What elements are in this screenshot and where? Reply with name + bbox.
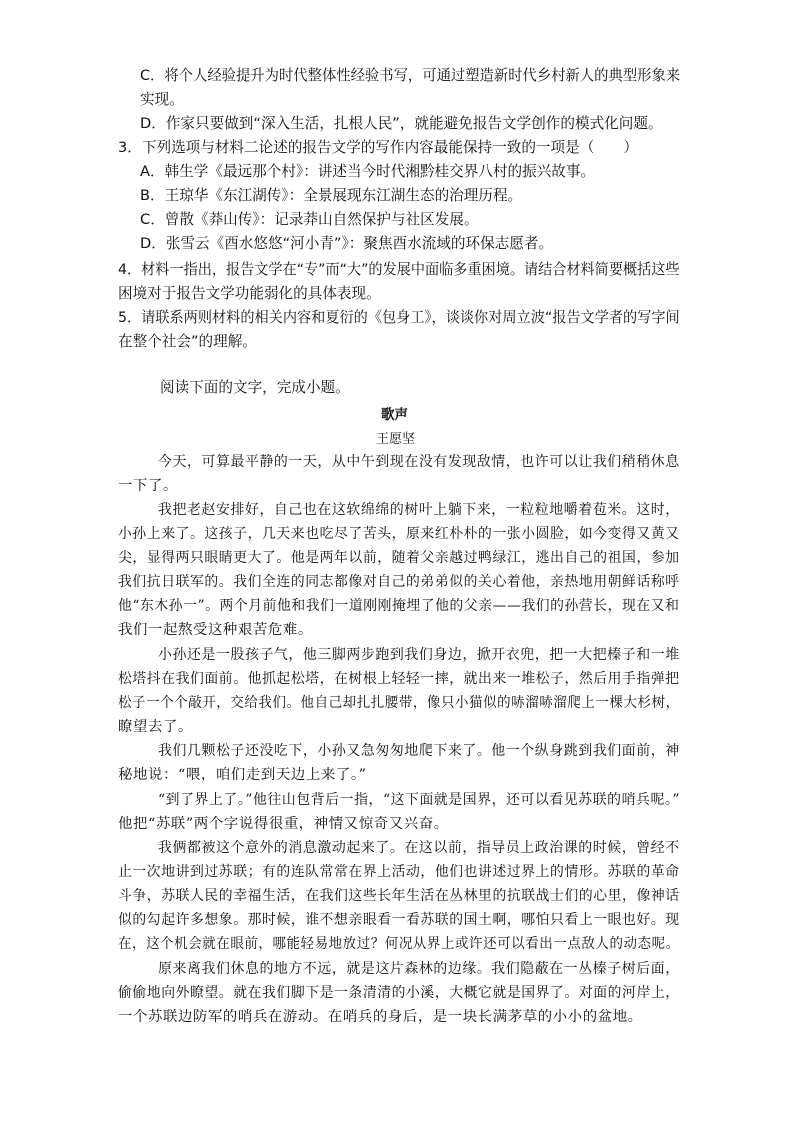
paragraph-line: 小孙上来了。这孩子，几天来也吃尽了苦头，原来红朴朴的一张小圆脸，如今变得又黄又 <box>118 526 680 542</box>
paragraph-line: 瞭望去了。 <box>118 719 193 735</box>
paragraph-line: 我把老赵安排好，自己也在这软绵绵的树叶上躺下来，一粒粒地嚼着苞米。这时， <box>158 502 680 518</box>
article-title: 歌声 <box>381 407 408 423</box>
paragraph-line: 我们抗日联军的。我们全连的同志都像对自己的弟弟似的关心着他，亲热地用朝鲜话称呼 <box>118 574 680 590</box>
paragraph-line: 偷偷地向外瞭望。就在我们脚下是一条清清的小溪，大概它就是国界了。对面的河岸上， <box>118 985 680 1001</box>
q3-option-d: D．张雪云《酉水悠悠“河小青”》：聚焦酉水流域的环保志愿者。 <box>140 235 554 252</box>
paragraph-line: 我们一起熬受这种艰苦危难。 <box>118 622 313 638</box>
paragraph-line: 一下了。 <box>118 478 178 494</box>
paragraph-line: 小孙还是一股孩子气，他三脚两步跑到我们身边，掀开衣兜，把一大把榛子和一堆 <box>158 647 680 663</box>
paragraph-line: 尖，显得两只眼睛更大了。他是两年以前，随着父亲越过鸭绿江，逃出自己的祖国，参加 <box>118 550 680 566</box>
q2-option-d: D．作家只要做到“深入生活，扎根人民”，就能避免报告文学创作的模式化问题。 <box>140 115 663 132</box>
paragraph-line: 我们几颗松子还没吃下，小孙又急匆匆地爬下来了。他一个纵身跳到我们面前，神 <box>158 743 680 759</box>
q3-option-c: C．曾散《莽山传》：记录莽山自然保护与社区发展。 <box>140 211 479 228</box>
q5-line2: 在整个社会”的理解。 <box>118 333 257 350</box>
paragraph-line: 今天，可算最平静的一天，从中午到现在没有发现敌情，也许可以让我们稍稍休息 <box>158 454 680 470</box>
paragraph-line: “到了界上了。”他往山包背后一指，“这下面就是国界，还可以看见苏联的哨兵呢。” <box>158 792 681 808</box>
q2-option-c-line2: 实现。 <box>140 91 184 108</box>
article-author: 王愿坚 <box>376 432 416 447</box>
q2-option-c-line1: C．将个人经验提升为时代整体性经验书写，可通过塑造新时代乡村新人的典型形象来 <box>140 67 681 84</box>
paragraph-line: 我俩都被这个意外的消息激动起来了。在这以前，指导员上政治课的时候，曾经不 <box>158 840 680 856</box>
paragraph-line: 他“东木孙一”。两个月前他和我们一道刚刚掩埋了他的父亲——我们的孙营长，现在又和 <box>118 598 680 614</box>
paragraph-line: 在，这个机会就在眼前，哪能轻易地放过？何况从界上或许还可以看出一点敌人的动态呢。 <box>118 936 680 952</box>
paragraph-line: 他把“苏联”两个字说得很重，神情又惊奇又兴奋。 <box>118 816 449 832</box>
paragraph-line: 似的勾起许多想象。那时候，谁不想亲眼看一看苏联的国土啊，哪怕只看上一眼也好。现 <box>118 912 680 928</box>
q3-option-a: A．韩生学《最远那个村》：讲述当今时代湘黔桂交界八村的振兴故事。 <box>140 163 596 180</box>
q3-stem: 3．下列选项与材料二论述的报告文学的写作内容最能保持一致的一项是（ ） <box>118 139 639 156</box>
paragraph-line: 斗争，苏联人民的幸福生活，在我们这些长年生活在丛林里的抗联战士们的心里，像神话 <box>118 888 680 904</box>
paragraph-line: 一个苏联边防军的哨兵在游动。在哨兵的身后，是一块长满茅草的小小的盆地。 <box>118 1009 643 1025</box>
reading-instruction: 阅读下面的文字，完成小题。 <box>160 379 350 396</box>
paragraph-line: 松塔抖在我们面前。他抓起松塔，在树根上轻轻一摔，就出来一堆松子，然后用手指弹把 <box>118 671 680 687</box>
paragraph-line: 止一次地讲到过苏联；有的连队常常在界上活动，他们也讲述过界上的情形。苏联的革命 <box>118 864 680 880</box>
q5-line1: 5．请联系两则材料的相关内容和夏衍的《包身工》，谈谈你对周立波“报告文学者的写字间 <box>118 309 680 326</box>
q4-line1: 4．材料一指出，报告文学在“专”而“大”的发展中面临多重困境。请结合材料简要概括这些 <box>118 261 680 278</box>
paragraph-line: 秘地说：“喂，咱们走到天边上来了。” <box>118 767 367 783</box>
paragraph-line: 原来离我们休息的地方不远，就是这片森林的边缘。我们隐蔽在一丛榛子树后面， <box>158 961 680 977</box>
q3-option-b: B．王琼华《东江湖传》：全景展现东江湖生态的治理历程。 <box>140 187 523 204</box>
paragraph-line: 松子一个个敲开，交给我们。他自己却扎扎腰带，像只小猫似的哧溜哧溜爬上一棵大杉树， <box>118 695 680 711</box>
q4-line2: 困境对于报告文学功能弱化的具体表现。 <box>118 285 381 302</box>
